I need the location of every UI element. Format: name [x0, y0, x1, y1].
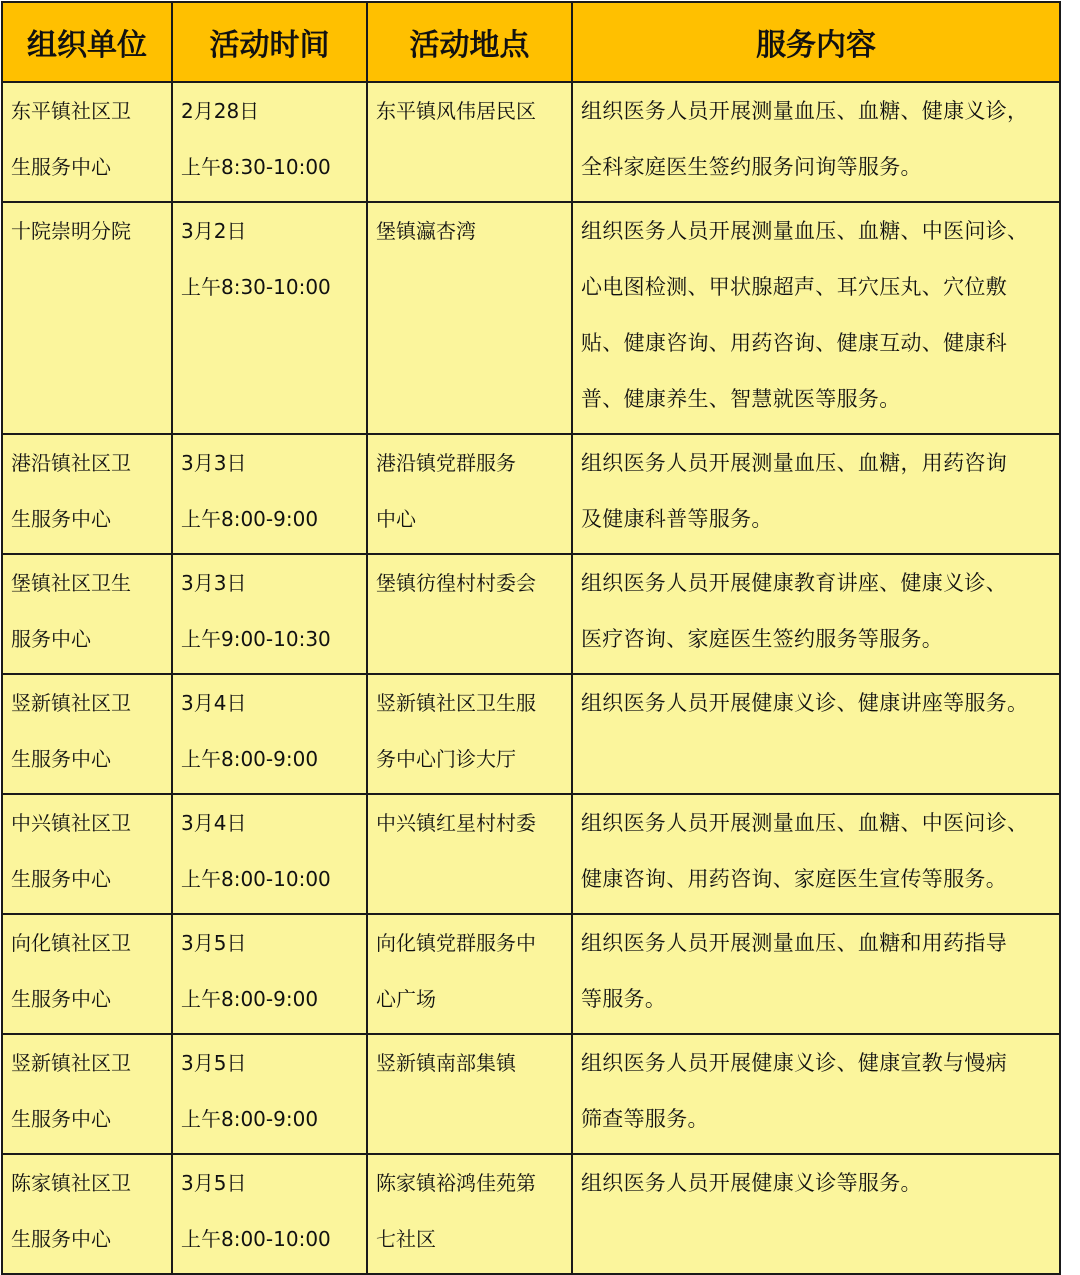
table-row: [2, 1154, 1060, 1274]
place-line: 港沿镇党群服务: [376, 451, 516, 475]
content-cell: [572, 1154, 1060, 1274]
time-line: 上午8:00-10:00: [181, 867, 331, 891]
time-cell: [172, 674, 367, 794]
unit-line: 生服务中心: [11, 867, 111, 891]
place-cell: [367, 1154, 572, 1274]
place-line: 东平镇风伟居民区: [376, 99, 536, 123]
time-line: 3月3日: [181, 451, 247, 475]
time-cell: [172, 1034, 367, 1154]
time-line: 上午8:30-10:00: [181, 155, 331, 179]
time-line: 上午8:00-9:00: [181, 507, 319, 531]
content-line: 等服务。: [581, 987, 667, 1011]
time-line: 3月5日: [181, 1171, 247, 1195]
header-content: 服务内容: [572, 2, 1060, 82]
time-line: 上午8:00-10:00: [181, 1227, 331, 1251]
time-line: 上午8:00-9:00: [181, 987, 319, 1011]
time-cell: [172, 434, 367, 554]
content-cell: [572, 674, 1060, 794]
unit-line: 陈家镇社区卫: [11, 1171, 131, 1195]
table-row: [2, 434, 1060, 554]
header-unit: 组织单位: [2, 2, 172, 82]
time-cell: [172, 82, 367, 202]
place-line: 中心: [376, 507, 416, 531]
time-line: 3月3日: [181, 571, 247, 595]
unit-cell: [2, 914, 172, 1034]
unit-line: 生服务中心: [11, 747, 111, 771]
unit-line: 生服务中心: [11, 987, 111, 1011]
place-line: 陈家镇裕鸿佳苑第: [376, 1171, 536, 1195]
place-line: 七社区: [376, 1227, 436, 1251]
table-row: [2, 202, 1060, 434]
content-line: 组织医务人员开展测量血压、血糖和用药指导: [581, 931, 1007, 955]
content-line: 组织医务人员开展健康义诊、健康讲座等服务。: [581, 691, 1029, 715]
unit-cell: [2, 434, 172, 554]
place-cell: [367, 674, 572, 794]
unit-line: 中兴镇社区卫: [11, 811, 131, 835]
time-cell: [172, 1154, 367, 1274]
unit-cell: [2, 794, 172, 914]
time-line: 3月4日: [181, 691, 247, 715]
place-cell: [367, 554, 572, 674]
place-cell: [367, 914, 572, 1034]
content-line: 健康咨询、用药咨询、家庭医生宣传等服务。: [581, 867, 1007, 891]
time-line: 2月28日: [181, 99, 260, 123]
unit-cell: [2, 1034, 172, 1154]
unit-line: 生服务中心: [11, 155, 111, 179]
header-time: 活动时间: [172, 2, 367, 82]
time-line: 上午8:00-9:00: [181, 747, 319, 771]
header-place: 活动地点: [367, 2, 572, 82]
content-cell: [572, 434, 1060, 554]
place-line: 竖新镇社区卫生服: [376, 691, 536, 715]
content-cell: [572, 794, 1060, 914]
content-line: 组织医务人员开展测量血压、血糖、中医问诊、: [581, 219, 1029, 243]
content-line: 医疗咨询、家庭医生签约服务等服务。: [581, 627, 944, 651]
content-line: 贴、健康咨询、用药咨询、健康互动、健康科: [581, 331, 1007, 355]
time-line: 上午8:00-9:00: [181, 1107, 319, 1131]
table-header-row: [2, 2, 1060, 82]
place-line: 务中心门诊大厅: [376, 747, 516, 771]
table-row: [2, 554, 1060, 674]
time-line: 上午9:00-10:30: [181, 627, 331, 651]
unit-line: 向化镇社区卫: [11, 931, 131, 955]
time-cell: [172, 202, 367, 434]
place-line: 心广场: [376, 987, 436, 1011]
unit-line: 生服务中心: [11, 507, 111, 531]
content-cell: [572, 554, 1060, 674]
content-line: 组织医务人员开展测量血压、血糖、健康义诊，: [581, 99, 1029, 123]
table-row: [2, 794, 1060, 914]
unit-cell: [2, 1154, 172, 1274]
place-line: 中兴镇红星村村委: [376, 811, 536, 835]
unit-cell: [2, 202, 172, 434]
place-cell: [367, 82, 572, 202]
time-cell: [172, 554, 367, 674]
unit-line: 十院崇明分院: [11, 219, 131, 243]
table-row: [2, 914, 1060, 1034]
content-cell: [572, 82, 1060, 202]
content-line: 组织医务人员开展健康教育讲座、健康义诊、: [581, 571, 1007, 595]
time-line: 上午8:30-10:00: [181, 275, 331, 299]
content-line: 普、健康养生、智慧就医等服务。: [581, 387, 901, 411]
time-line: 3月5日: [181, 931, 247, 955]
time-line: 3月2日: [181, 219, 247, 243]
table-row: [2, 82, 1060, 202]
unit-line: 东平镇社区卫: [11, 99, 131, 123]
content-cell: [572, 1034, 1060, 1154]
place-cell: [367, 1034, 572, 1154]
content-line: 组织医务人员开展测量血压、血糖、中医问诊、: [581, 811, 1029, 835]
table-body: [2, 82, 1060, 1274]
unit-line: 堡镇社区卫生: [11, 571, 131, 595]
time-line: 3月4日: [181, 811, 247, 835]
unit-cell: [2, 554, 172, 674]
place-line: 竖新镇南部集镇: [376, 1051, 516, 1075]
content-line: 组织医务人员开展健康义诊、健康宣教与慢病: [581, 1051, 1007, 1075]
unit-line: 竖新镇社区卫: [11, 1051, 131, 1075]
content-line: 及健康科普等服务。: [581, 507, 773, 531]
unit-cell: [2, 82, 172, 202]
time-line: 3月5日: [181, 1051, 247, 1075]
table-row: [2, 674, 1060, 794]
content-cell: [572, 914, 1060, 1034]
unit-cell: [2, 674, 172, 794]
place-cell: [367, 202, 572, 434]
unit-line: 服务中心: [11, 627, 91, 651]
place-line: 堡镇彷徨村村委会: [376, 571, 536, 595]
table-row: [2, 1034, 1060, 1154]
time-cell: [172, 794, 367, 914]
place-line: 堡镇瀛杏湾: [376, 219, 476, 243]
unit-line: 竖新镇社区卫: [11, 691, 131, 715]
unit-line: 生服务中心: [11, 1227, 111, 1251]
content-line: 组织医务人员开展健康义诊等服务。: [581, 1171, 922, 1195]
place-cell: [367, 434, 572, 554]
content-line: 组织医务人员开展测量血压、血糖，用药咨询: [581, 451, 1007, 475]
activity-schedule-table: [1, 1, 1061, 1275]
unit-line: 港沿镇社区卫: [11, 451, 131, 475]
unit-line: 生服务中心: [11, 1107, 111, 1131]
content-line: 筛查等服务。: [581, 1107, 709, 1131]
place-cell: [367, 794, 572, 914]
content-line: 心电图检测、甲状腺超声、耳穴压丸、穴位敷: [581, 275, 1007, 299]
place-line: 向化镇党群服务中: [376, 931, 536, 955]
content-line: 全科家庭医生签约服务问询等服务。: [581, 155, 922, 179]
content-cell: [572, 202, 1060, 434]
time-cell: [172, 914, 367, 1034]
